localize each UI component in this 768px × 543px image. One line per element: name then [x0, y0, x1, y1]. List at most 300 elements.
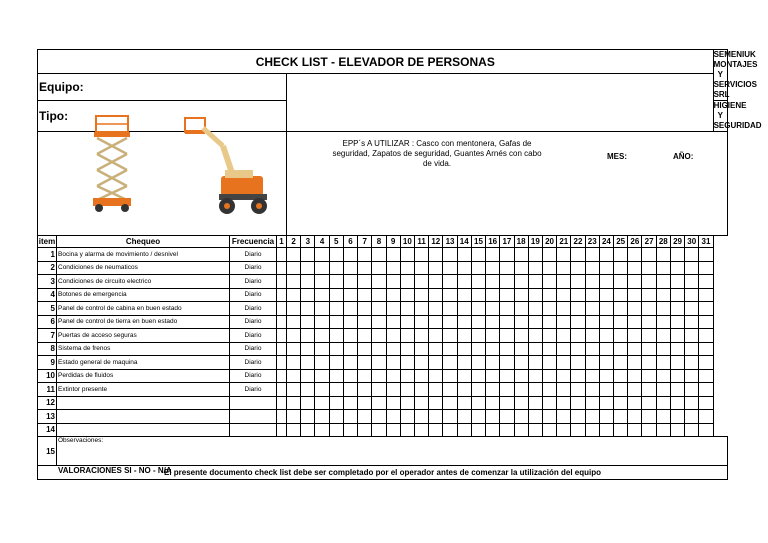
day-check-cell[interactable]: [329, 410, 343, 424]
day-check-cell[interactable]: [277, 288, 287, 302]
day-check-cell[interactable]: [400, 288, 414, 302]
day-check-cell[interactable]: [656, 248, 670, 262]
day-check-cell[interactable]: [571, 261, 585, 275]
day-check-cell[interactable]: [528, 261, 542, 275]
day-check-cell[interactable]: [542, 261, 556, 275]
day-check-cell[interactable]: [486, 302, 500, 316]
day-check-cell[interactable]: [642, 342, 656, 356]
day-check-cell[interactable]: [500, 315, 514, 329]
day-check-cell[interactable]: [642, 288, 656, 302]
day-check-cell[interactable]: [315, 342, 329, 356]
day-check-cell[interactable]: [514, 342, 528, 356]
day-check-cell[interactable]: [699, 275, 713, 289]
day-check-cell[interactable]: [514, 383, 528, 397]
day-check-cell[interactable]: [486, 329, 500, 343]
day-check-cell[interactable]: [315, 275, 329, 289]
day-check-cell[interactable]: [699, 288, 713, 302]
day-check-cell[interactable]: [685, 342, 699, 356]
day-check-cell[interactable]: [656, 410, 670, 424]
day-check-cell[interactable]: [670, 369, 684, 383]
day-check-cell[interactable]: [599, 315, 613, 329]
day-check-cell[interactable]: [400, 423, 414, 437]
day-check-cell[interactable]: [685, 329, 699, 343]
day-check-cell[interactable]: [685, 288, 699, 302]
day-check-cell[interactable]: [400, 302, 414, 316]
day-check-cell[interactable]: [542, 423, 556, 437]
day-check-cell[interactable]: [277, 410, 287, 424]
day-check-cell[interactable]: [670, 410, 684, 424]
day-check-cell[interactable]: [614, 423, 628, 437]
day-check-cell[interactable]: [429, 423, 443, 437]
day-check-cell[interactable]: [443, 275, 457, 289]
day-check-cell[interactable]: [429, 275, 443, 289]
day-check-cell[interactable]: [287, 423, 301, 437]
day-check-cell[interactable]: [287, 383, 301, 397]
day-check-cell[interactable]: [571, 356, 585, 370]
day-check-cell[interactable]: [457, 383, 471, 397]
day-check-cell[interactable]: [315, 315, 329, 329]
day-check-cell[interactable]: [486, 410, 500, 424]
day-check-cell[interactable]: [699, 302, 713, 316]
day-check-cell[interactable]: [277, 356, 287, 370]
day-check-cell[interactable]: [699, 248, 713, 262]
day-check-cell[interactable]: [358, 383, 372, 397]
day-check-cell[interactable]: [670, 342, 684, 356]
day-check-cell[interactable]: [557, 315, 571, 329]
day-check-cell[interactable]: [329, 275, 343, 289]
day-check-cell[interactable]: [429, 315, 443, 329]
day-check-cell[interactable]: [400, 369, 414, 383]
day-check-cell[interactable]: [358, 261, 372, 275]
day-check-cell[interactable]: [571, 302, 585, 316]
day-check-cell[interactable]: [670, 423, 684, 437]
day-check-cell[interactable]: [486, 315, 500, 329]
day-check-cell[interactable]: [386, 315, 400, 329]
day-check-cell[interactable]: [372, 248, 386, 262]
day-check-cell[interactable]: [628, 315, 642, 329]
day-check-cell[interactable]: [699, 356, 713, 370]
day-check-cell[interactable]: [414, 396, 428, 410]
day-check-cell[interactable]: [628, 356, 642, 370]
day-check-cell[interactable]: [514, 275, 528, 289]
day-check-cell[interactable]: [528, 369, 542, 383]
day-check-cell[interactable]: [670, 288, 684, 302]
day-check-cell[interactable]: [557, 410, 571, 424]
day-check-cell[interactable]: [315, 396, 329, 410]
day-check-cell[interactable]: [542, 342, 556, 356]
day-check-cell[interactable]: [301, 275, 315, 289]
day-check-cell[interactable]: [471, 396, 485, 410]
day-check-cell[interactable]: [528, 329, 542, 343]
day-check-cell[interactable]: [301, 410, 315, 424]
day-check-cell[interactable]: [400, 383, 414, 397]
day-check-cell[interactable]: [500, 302, 514, 316]
day-check-cell[interactable]: [685, 275, 699, 289]
day-check-cell[interactable]: [656, 261, 670, 275]
observaciones-field[interactable]: [57, 437, 728, 466]
day-check-cell[interactable]: [277, 248, 287, 262]
day-check-cell[interactable]: [500, 356, 514, 370]
day-check-cell[interactable]: [372, 396, 386, 410]
day-check-cell[interactable]: [614, 342, 628, 356]
day-check-cell[interactable]: [642, 383, 656, 397]
day-check-cell[interactable]: [585, 302, 599, 316]
day-check-cell[interactable]: [358, 369, 372, 383]
day-check-cell[interactable]: [315, 369, 329, 383]
day-check-cell[interactable]: [585, 315, 599, 329]
day-check-cell[interactable]: [557, 342, 571, 356]
day-check-cell[interactable]: [443, 248, 457, 262]
day-check-cell[interactable]: [315, 410, 329, 424]
day-check-cell[interactable]: [486, 248, 500, 262]
day-check-cell[interactable]: [358, 423, 372, 437]
day-check-cell[interactable]: [585, 383, 599, 397]
day-check-cell[interactable]: [358, 275, 372, 289]
day-check-cell[interactable]: [656, 275, 670, 289]
day-check-cell[interactable]: [287, 396, 301, 410]
day-check-cell[interactable]: [699, 329, 713, 343]
day-check-cell[interactable]: [400, 315, 414, 329]
day-check-cell[interactable]: [372, 275, 386, 289]
day-check-cell[interactable]: [329, 396, 343, 410]
day-check-cell[interactable]: [443, 423, 457, 437]
day-check-cell[interactable]: [386, 383, 400, 397]
day-check-cell[interactable]: [358, 410, 372, 424]
equipo-field[interactable]: Equipo:: [38, 74, 287, 101]
day-check-cell[interactable]: [571, 315, 585, 329]
day-check-cell[interactable]: [400, 329, 414, 343]
day-check-cell[interactable]: [315, 248, 329, 262]
day-check-cell[interactable]: [628, 329, 642, 343]
day-check-cell[interactable]: [287, 248, 301, 262]
day-check-cell[interactable]: [528, 275, 542, 289]
day-check-cell[interactable]: [685, 356, 699, 370]
day-check-cell[interactable]: [301, 383, 315, 397]
day-check-cell[interactable]: [277, 423, 287, 437]
day-check-cell[interactable]: [585, 275, 599, 289]
day-check-cell[interactable]: [628, 423, 642, 437]
day-check-cell[interactable]: [514, 261, 528, 275]
day-check-cell[interactable]: [315, 356, 329, 370]
day-check-cell[interactable]: [287, 329, 301, 343]
day-check-cell[interactable]: [500, 369, 514, 383]
day-check-cell[interactable]: [528, 288, 542, 302]
day-check-cell[interactable]: [642, 275, 656, 289]
day-check-cell[interactable]: [500, 261, 514, 275]
day-check-cell[interactable]: [599, 261, 613, 275]
day-check-cell[interactable]: [571, 248, 585, 262]
day-check-cell[interactable]: [329, 261, 343, 275]
day-check-cell[interactable]: [471, 410, 485, 424]
day-check-cell[interactable]: [443, 383, 457, 397]
day-check-cell[interactable]: [414, 356, 428, 370]
day-check-cell[interactable]: [457, 423, 471, 437]
day-check-cell[interactable]: [542, 410, 556, 424]
day-check-cell[interactable]: [614, 261, 628, 275]
day-check-cell[interactable]: [542, 302, 556, 316]
day-check-cell[interactable]: [471, 369, 485, 383]
day-check-cell[interactable]: [542, 396, 556, 410]
day-check-cell[interactable]: [315, 261, 329, 275]
day-check-cell[interactable]: [528, 342, 542, 356]
day-check-cell[interactable]: [315, 383, 329, 397]
day-check-cell[interactable]: [329, 302, 343, 316]
day-check-cell[interactable]: [514, 329, 528, 343]
day-check-cell[interactable]: [343, 396, 357, 410]
day-check-cell[interactable]: [599, 423, 613, 437]
day-check-cell[interactable]: [287, 410, 301, 424]
day-check-cell[interactable]: [656, 369, 670, 383]
day-check-cell[interactable]: [614, 369, 628, 383]
day-check-cell[interactable]: [614, 329, 628, 343]
day-check-cell[interactable]: [301, 248, 315, 262]
day-check-cell[interactable]: [414, 302, 428, 316]
day-check-cell[interactable]: [329, 369, 343, 383]
day-check-cell[interactable]: [486, 275, 500, 289]
day-check-cell[interactable]: [557, 302, 571, 316]
day-check-cell[interactable]: [614, 383, 628, 397]
day-check-cell[interactable]: [628, 369, 642, 383]
day-check-cell[interactable]: [557, 261, 571, 275]
day-check-cell[interactable]: [542, 369, 556, 383]
day-check-cell[interactable]: [414, 248, 428, 262]
day-check-cell[interactable]: [457, 329, 471, 343]
day-check-cell[interactable]: [699, 383, 713, 397]
day-check-cell[interactable]: [528, 356, 542, 370]
day-check-cell[interactable]: [585, 342, 599, 356]
day-check-cell[interactable]: [542, 315, 556, 329]
day-check-cell[interactable]: [329, 356, 343, 370]
day-check-cell[interactable]: [358, 356, 372, 370]
day-check-cell[interactable]: [528, 423, 542, 437]
day-check-cell[interactable]: [557, 396, 571, 410]
day-check-cell[interactable]: [500, 396, 514, 410]
day-check-cell[interactable]: [670, 302, 684, 316]
day-check-cell[interactable]: [514, 356, 528, 370]
day-check-cell[interactable]: [386, 423, 400, 437]
day-check-cell[interactable]: [386, 329, 400, 343]
day-check-cell[interactable]: [571, 410, 585, 424]
day-check-cell[interactable]: [287, 302, 301, 316]
day-check-cell[interactable]: [386, 302, 400, 316]
day-check-cell[interactable]: [670, 275, 684, 289]
day-check-cell[interactable]: [614, 315, 628, 329]
day-check-cell[interactable]: [599, 410, 613, 424]
day-check-cell[interactable]: [670, 383, 684, 397]
day-check-cell[interactable]: [443, 410, 457, 424]
day-check-cell[interactable]: [585, 356, 599, 370]
day-check-cell[interactable]: [585, 396, 599, 410]
day-check-cell[interactable]: [372, 410, 386, 424]
day-check-cell[interactable]: [277, 342, 287, 356]
day-check-cell[interactable]: [443, 356, 457, 370]
day-check-cell[interactable]: [400, 275, 414, 289]
day-check-cell[interactable]: [386, 369, 400, 383]
day-check-cell[interactable]: [699, 369, 713, 383]
day-check-cell[interactable]: [414, 275, 428, 289]
day-check-cell[interactable]: [457, 410, 471, 424]
day-check-cell[interactable]: [386, 275, 400, 289]
day-check-cell[interactable]: [301, 329, 315, 343]
day-check-cell[interactable]: [642, 396, 656, 410]
day-check-cell[interactable]: [372, 288, 386, 302]
day-check-cell[interactable]: [486, 383, 500, 397]
day-check-cell[interactable]: [656, 356, 670, 370]
day-check-cell[interactable]: [557, 288, 571, 302]
day-check-cell[interactable]: [414, 329, 428, 343]
day-check-cell[interactable]: [614, 288, 628, 302]
day-check-cell[interactable]: [471, 423, 485, 437]
day-check-cell[interactable]: [500, 248, 514, 262]
day-check-cell[interactable]: [500, 342, 514, 356]
day-check-cell[interactable]: [343, 356, 357, 370]
day-check-cell[interactable]: [500, 383, 514, 397]
day-check-cell[interactable]: [670, 329, 684, 343]
day-check-cell[interactable]: [372, 261, 386, 275]
day-check-cell[interactable]: [343, 423, 357, 437]
day-check-cell[interactable]: [386, 261, 400, 275]
day-check-cell[interactable]: [642, 315, 656, 329]
day-check-cell[interactable]: [614, 396, 628, 410]
day-check-cell[interactable]: [301, 302, 315, 316]
day-check-cell[interactable]: [656, 423, 670, 437]
day-check-cell[interactable]: [400, 396, 414, 410]
day-check-cell[interactable]: [400, 410, 414, 424]
day-check-cell[interactable]: [542, 383, 556, 397]
day-check-cell[interactable]: [642, 369, 656, 383]
day-check-cell[interactable]: [685, 302, 699, 316]
day-check-cell[interactable]: [329, 329, 343, 343]
day-check-cell[interactable]: [528, 248, 542, 262]
day-check-cell[interactable]: [571, 396, 585, 410]
day-check-cell[interactable]: [343, 275, 357, 289]
day-check-cell[interactable]: [287, 342, 301, 356]
day-check-cell[interactable]: [457, 275, 471, 289]
day-check-cell[interactable]: [400, 342, 414, 356]
day-check-cell[interactable]: [414, 423, 428, 437]
day-check-cell[interactable]: [329, 383, 343, 397]
day-check-cell[interactable]: [642, 302, 656, 316]
day-check-cell[interactable]: [599, 383, 613, 397]
day-check-cell[interactable]: [542, 288, 556, 302]
day-check-cell[interactable]: [670, 356, 684, 370]
day-check-cell[interactable]: [287, 275, 301, 289]
day-check-cell[interactable]: [571, 342, 585, 356]
day-check-cell[interactable]: [443, 288, 457, 302]
day-check-cell[interactable]: [528, 315, 542, 329]
day-check-cell[interactable]: [500, 410, 514, 424]
day-check-cell[interactable]: [528, 302, 542, 316]
day-check-cell[interactable]: [414, 410, 428, 424]
day-check-cell[interactable]: [277, 315, 287, 329]
day-check-cell[interactable]: [571, 369, 585, 383]
day-check-cell[interactable]: [414, 383, 428, 397]
day-check-cell[interactable]: [471, 383, 485, 397]
day-check-cell[interactable]: [457, 302, 471, 316]
day-check-cell[interactable]: [400, 261, 414, 275]
day-check-cell[interactable]: [386, 356, 400, 370]
day-check-cell[interactable]: [301, 315, 315, 329]
tipo-field[interactable]: Tipo:: [38, 101, 287, 132]
day-check-cell[interactable]: [486, 356, 500, 370]
day-check-cell[interactable]: [642, 356, 656, 370]
day-check-cell[interactable]: [277, 369, 287, 383]
day-check-cell[interactable]: [457, 248, 471, 262]
day-check-cell[interactable]: [358, 342, 372, 356]
day-check-cell[interactable]: [329, 342, 343, 356]
day-check-cell[interactable]: [471, 356, 485, 370]
day-check-cell[interactable]: [414, 342, 428, 356]
day-check-cell[interactable]: [599, 396, 613, 410]
day-check-cell[interactable]: [386, 342, 400, 356]
day-check-cell[interactable]: [528, 410, 542, 424]
day-check-cell[interactable]: [670, 315, 684, 329]
day-check-cell[interactable]: [685, 248, 699, 262]
day-check-cell[interactable]: [386, 410, 400, 424]
day-check-cell[interactable]: [685, 369, 699, 383]
day-check-cell[interactable]: [628, 275, 642, 289]
day-check-cell[interactable]: [599, 369, 613, 383]
day-check-cell[interactable]: [429, 410, 443, 424]
day-check-cell[interactable]: [471, 302, 485, 316]
day-check-cell[interactable]: [699, 410, 713, 424]
day-check-cell[interactable]: [585, 423, 599, 437]
day-check-cell[interactable]: [429, 329, 443, 343]
day-check-cell[interactable]: [471, 315, 485, 329]
day-check-cell[interactable]: [471, 288, 485, 302]
day-check-cell[interactable]: [571, 423, 585, 437]
day-check-cell[interactable]: [315, 302, 329, 316]
day-check-cell[interactable]: [358, 315, 372, 329]
day-check-cell[interactable]: [457, 288, 471, 302]
day-check-cell[interactable]: [599, 356, 613, 370]
day-check-cell[interactable]: [628, 342, 642, 356]
day-check-cell[interactable]: [585, 248, 599, 262]
day-check-cell[interactable]: [656, 329, 670, 343]
day-check-cell[interactable]: [287, 369, 301, 383]
day-check-cell[interactable]: [386, 248, 400, 262]
day-check-cell[interactable]: [685, 315, 699, 329]
day-check-cell[interactable]: [457, 315, 471, 329]
day-check-cell[interactable]: [301, 342, 315, 356]
day-check-cell[interactable]: [557, 275, 571, 289]
day-check-cell[interactable]: [486, 261, 500, 275]
day-check-cell[interactable]: [315, 423, 329, 437]
day-check-cell[interactable]: [329, 248, 343, 262]
day-check-cell[interactable]: [614, 248, 628, 262]
day-check-cell[interactable]: [429, 356, 443, 370]
day-check-cell[interactable]: [599, 342, 613, 356]
day-check-cell[interactable]: [685, 383, 699, 397]
day-check-cell[interactable]: [599, 329, 613, 343]
day-check-cell[interactable]: [571, 275, 585, 289]
day-check-cell[interactable]: [642, 261, 656, 275]
day-check-cell[interactable]: [429, 369, 443, 383]
day-check-cell[interactable]: [585, 369, 599, 383]
day-check-cell[interactable]: [656, 288, 670, 302]
day-check-cell[interactable]: [358, 248, 372, 262]
day-check-cell[interactable]: [301, 369, 315, 383]
day-check-cell[interactable]: [414, 315, 428, 329]
day-check-cell[interactable]: [372, 423, 386, 437]
day-check-cell[interactable]: [343, 315, 357, 329]
day-check-cell[interactable]: [372, 302, 386, 316]
day-check-cell[interactable]: [571, 288, 585, 302]
day-check-cell[interactable]: [443, 261, 457, 275]
day-check-cell[interactable]: [287, 261, 301, 275]
day-check-cell[interactable]: [628, 261, 642, 275]
day-check-cell[interactable]: [628, 288, 642, 302]
